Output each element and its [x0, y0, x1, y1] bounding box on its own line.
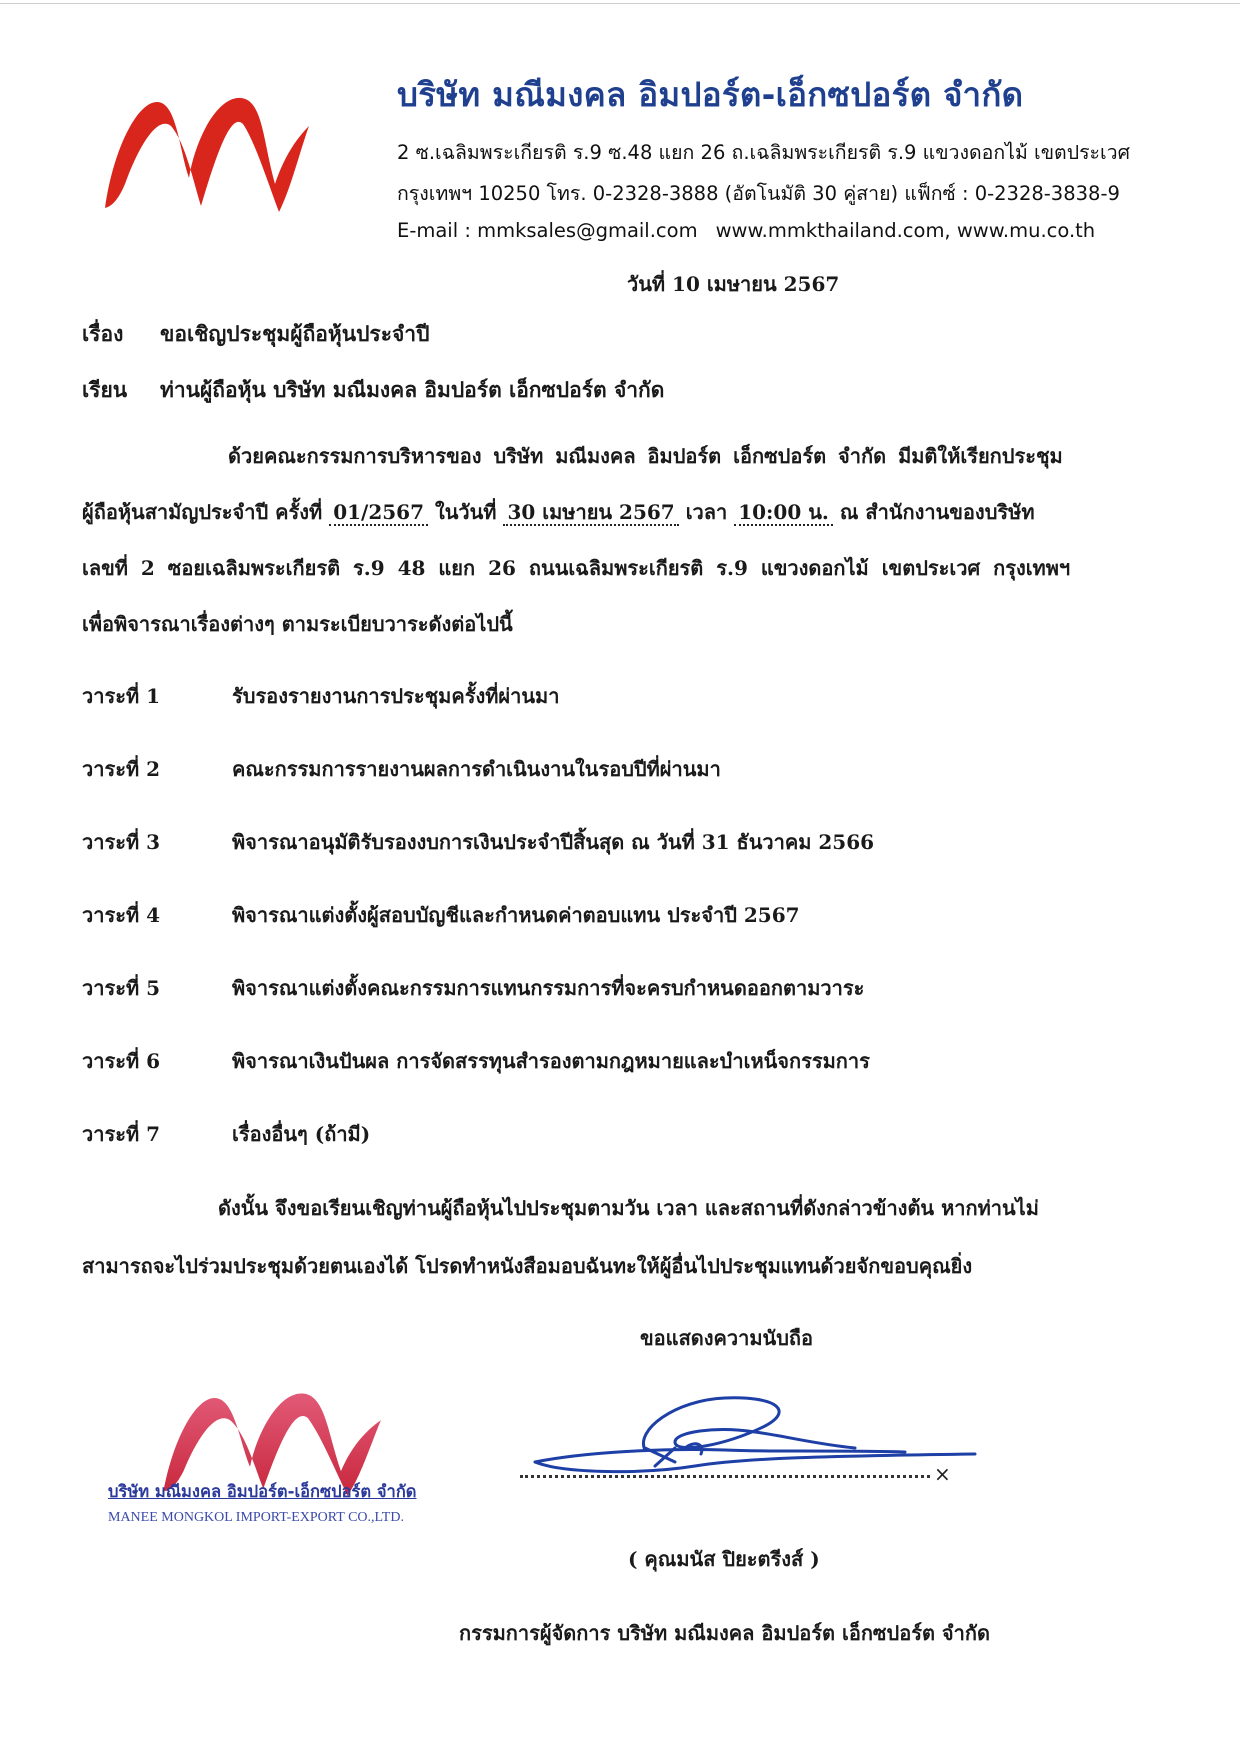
intro-text: ผู้ถือหุ้นสามัญประจำปี ครั้งที่	[82, 500, 323, 524]
agenda-item	[82, 899, 800, 931]
intro-text: เวลา	[685, 500, 728, 524]
agenda-number: วาระที่ 2	[82, 757, 161, 781]
agenda-text: รับรองรายงานการประชุมครั้งที่ผ่านมา	[232, 684, 560, 708]
agenda-text: พิจารณาแต่งตั้งคณะกรรมการแทนกรรมการที่จะครบกำหนดออกตามวาระ	[232, 976, 865, 1000]
agenda-number: วาระที่ 3	[82, 830, 161, 854]
agenda-number: วาระที่ 6	[82, 1049, 161, 1073]
stamp-company-thai: บริษัท มณีมงคล อิมปอร์ต-เอ็กซปอร์ต จำกัด	[108, 1482, 417, 1501]
agenda-text: พิจารณาอนุมัติรับรองงบการเงินประจำปีสิ้นสุด ณ วันที่ 31 ธันวาคม 2566	[232, 830, 875, 854]
subject-label: เรื่อง	[82, 321, 124, 346]
website-text: www.mmkthailand.com, www.mu.co.th	[715, 219, 1096, 242]
agenda-item	[82, 753, 721, 785]
intro-line-1: ด้วยคณะกรรมการบริหารของ บริษัท มณีมงคล อิมปอร์ต เอ็กซปอร์ต จำกัด มีมติให้เรียกประชุม	[228, 444, 1063, 468]
regards-text: ขอแสดงความนับถือ	[640, 1326, 814, 1350]
closing-line-2: สามารถจะไปร่วมประชุมด้วยตนเองได้ โปรดทำหนังสือมอบฉันทะให้ผู้อื่นไปประชุมแทนด้วยจักขอบคุณยิ่ง	[82, 1254, 973, 1278]
agenda-item	[82, 972, 864, 1004]
agenda-item	[82, 1045, 870, 1077]
contact-line	[397, 219, 1197, 242]
subject-line	[82, 318, 429, 351]
meeting-date: 30 เมษายน 2567	[503, 500, 678, 526]
agenda-item	[82, 680, 559, 712]
agenda-item	[82, 1118, 370, 1150]
address-line-1: 2 ซ.เฉลิมพระเกียรติ ร.9 ซ.48 แยก 26 ถ.เฉลิมพระเกียรติ ร.9 แขวงดอกไม้ เขตประเวศ	[397, 141, 1131, 164]
meeting-time: 10:00 น.	[734, 500, 833, 526]
signer-position: กรรมการผู้จัดการ บริษัท มณีมงคล อิมปอร์ต เอ็กซปอร์ต จำกัด	[459, 1621, 990, 1645]
agenda-text: คณะกรรมการรายงานผลการดำเนินงานในรอบปีที่ผ่านมา	[232, 757, 721, 781]
company-logo-icon	[95, 80, 320, 220]
agenda-number: วาระที่ 5	[82, 976, 161, 1000]
closing-line-1: ดังนั้น จึงขอเรียนเชิญท่านผู้ถือหุ้นไปประชุมตามวัน เวลา และสถานที่ดังกล่าวข้างต้น หากท่านไม่	[218, 1196, 1039, 1220]
handwritten-signature-icon	[525, 1370, 995, 1490]
signer-name: ( คุณมนัส ปิยะตรีงส์ )	[628, 1547, 820, 1571]
intro-line-4: เพื่อพิจารณาเรื่องต่างๆ ตามระเบียบวาระดังต่อไปนี้	[82, 612, 513, 636]
recipient-text: ท่านผู้ถือหุ้น บริษัท มณีมงคล อิมปอร์ต เอ็กซปอร์ต จำกัด	[160, 377, 665, 402]
signature-dotted-line	[520, 1475, 930, 1478]
address-line-2: กรุงเทพฯ 10250 โทร. 0-2328-3888 (อัตโนมัติ 30 คู่สาย) แฟ็กซ์ : 0-2328-3838-9	[397, 182, 1120, 205]
agenda-text: พิจารณาเงินปันผล การจัดสรรทุนสำรองตามกฎหมายและบำเหน็จกรรมการ	[232, 1049, 870, 1073]
agenda-text: พิจารณาแต่งตั้งผู้สอบบัญชีและกำหนดค่าตอบแทน ประจำปี 2567	[232, 903, 800, 927]
email-text: E-mail : mmksales@gmail.com	[397, 219, 698, 242]
letter-date: วันที่ 10 เมษายน 2567	[627, 272, 840, 296]
top-edge-line	[0, 3, 1240, 4]
signature-x-mark-icon: ×	[934, 1462, 951, 1486]
intro-text: ณ สำนักงานของบริษัท	[839, 500, 1035, 524]
agenda-number: วาระที่ 1	[82, 684, 161, 708]
agenda-number: วาระที่ 4	[82, 903, 161, 927]
letterhead	[397, 68, 1197, 242]
recipient-line	[82, 374, 664, 407]
intro-line-2	[82, 496, 1035, 528]
meeting-number: 01/2567	[329, 500, 428, 526]
intro-text: ในวันที่	[434, 500, 497, 524]
agenda-number: วาระที่ 7	[82, 1122, 161, 1146]
intro-line-3: เลขที่ 2 ซอยเฉลิมพระเกียรติ ร.9 48 แยก 26 ถนนเฉลิมพระเกียรติ ร.9 แขวงดอกไม้ เขตประเวศ กรุงเทพฯ	[82, 556, 1071, 580]
stamp-company-english: MANEE MONGKOL IMPORT-EXPORT CO.,LTD.	[108, 1510, 404, 1525]
subject-text: ขอเชิญประชุมผู้ถือหุ้นประจำปี	[160, 321, 430, 346]
agenda-text: เรื่องอื่นๆ (ถ้ามี)	[232, 1122, 371, 1146]
company-name: บริษัท มณีมงคล อิมปอร์ต-เอ็กซปอร์ต จำกัด	[397, 75, 1024, 114]
recipient-label: เรียน	[82, 377, 128, 402]
agenda-item	[82, 826, 874, 858]
